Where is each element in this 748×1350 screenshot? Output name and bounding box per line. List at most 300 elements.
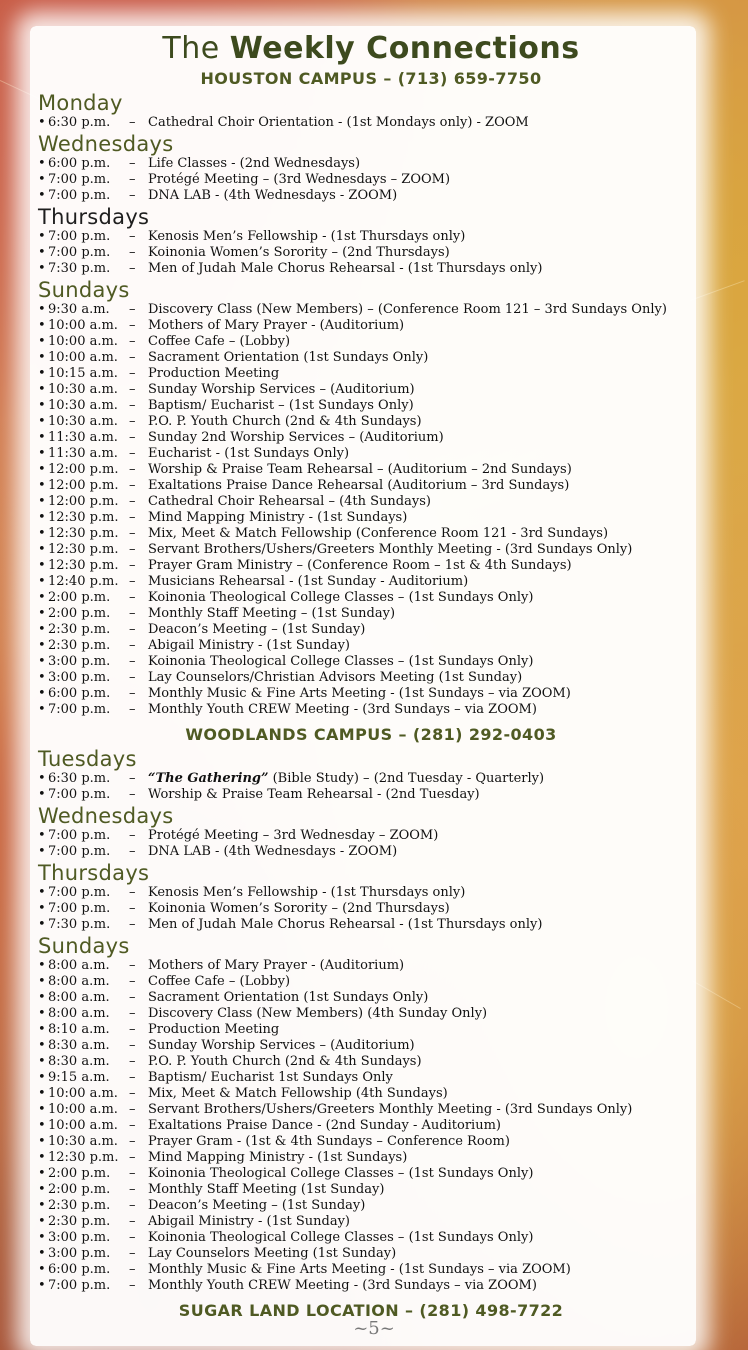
bullet-icon: •	[38, 622, 46, 637]
bullet-icon: •	[38, 350, 46, 365]
event-time: 2:00 p.m.	[48, 606, 111, 621]
event-time: 8:00 a.m.	[48, 1006, 110, 1021]
bullet-icon: •	[38, 787, 46, 802]
bullet-icon: •	[38, 1118, 46, 1133]
event-row	[38, 350, 718, 366]
event-row	[38, 462, 718, 478]
event-description: Exaltations Praise Dance Rehearsal (Auditorium – 3rd Sundays)	[148, 478, 570, 493]
event-description: Discovery Class (New Members) (4th Sunday Only)	[148, 1006, 488, 1021]
bullet-icon: •	[38, 1166, 46, 1181]
bullet-icon: •	[38, 414, 46, 429]
separator-dash: –	[129, 302, 136, 317]
event-time: 7:00 p.m.	[48, 828, 111, 843]
event-time: 6:00 p.m.	[48, 156, 111, 171]
event-description: Baptism/ Eucharist – (1st Sundays Only)	[148, 398, 414, 413]
event-row	[38, 302, 718, 318]
event-description: Mothers of Mary Prayer - (Auditorium)	[148, 318, 405, 333]
bullet-icon: •	[38, 828, 46, 843]
event-row	[38, 638, 718, 654]
event-time: 12:30 p.m.	[48, 1150, 119, 1165]
event-time: 6:30 p.m.	[48, 115, 111, 130]
event-row	[38, 606, 718, 622]
event-row	[38, 885, 718, 901]
event-description: P.O. P. Youth Church (2nd & 4th Sundays)	[148, 1054, 422, 1069]
bullet-icon: •	[38, 702, 46, 717]
event-description: Abigail Ministry - (1st Sunday)	[148, 638, 351, 653]
event-row	[38, 1278, 718, 1294]
bullet-icon: •	[38, 172, 46, 187]
bullet-icon: •	[38, 590, 46, 605]
day-heading-monday: Monday	[38, 91, 123, 115]
day-heading-wednesdays: Wednesdays	[38, 132, 174, 156]
separator-dash: –	[129, 1230, 136, 1245]
day-heading-thursdays: Thursdays	[38, 861, 150, 885]
separator-dash: –	[129, 229, 136, 244]
event-description: Mind Mapping Ministry - (1st Sundays)	[148, 510, 408, 525]
bullet-icon: •	[38, 526, 46, 541]
event-row	[38, 414, 718, 430]
separator-dash: –	[129, 398, 136, 413]
event-description: Sunday Worship Services – (Auditorium)	[148, 382, 415, 397]
bullet-icon: •	[38, 1182, 46, 1197]
page-title	[34, 30, 708, 68]
bullet-icon: •	[38, 462, 46, 477]
bullet-icon: •	[38, 558, 46, 573]
event-row	[38, 261, 718, 277]
event-time: 7:00 p.m.	[48, 188, 111, 203]
event-row	[38, 334, 718, 350]
event-description: Servant Brothers/Ushers/Greeters Monthly Meeting - (3rd Sundays Only)	[148, 542, 633, 557]
bullet-icon: •	[38, 494, 46, 509]
bullet-icon: •	[38, 958, 46, 973]
separator-dash: –	[129, 188, 136, 203]
event-description: Monthly Music & Fine Arts Meeting - (1st Sundays – via ZOOM)	[148, 686, 571, 701]
separator-dash: –	[129, 172, 136, 187]
bullet-icon: •	[38, 670, 46, 685]
separator-dash: –	[129, 1166, 136, 1181]
event-row	[38, 398, 718, 414]
event-description: Protégé Meeting – (3rd Wednesdays – ZOOM)	[148, 172, 451, 187]
separator-dash: –	[129, 446, 136, 461]
bullet-icon: •	[38, 245, 46, 260]
day-heading-sundays: Sundays	[38, 934, 130, 958]
event-time: 12:30 p.m.	[48, 542, 119, 557]
day-heading-sundays: Sundays	[38, 278, 130, 302]
event-description: Sunday Worship Services – (Auditorium)	[148, 1038, 415, 1053]
event-time: 12:00 p.m.	[48, 494, 119, 509]
event-time: 2:30 p.m.	[48, 638, 111, 653]
event-row	[38, 771, 718, 787]
bullet-icon: •	[38, 430, 46, 445]
event-row	[38, 1006, 718, 1022]
separator-dash: –	[129, 1006, 136, 1021]
event-time: 6:00 p.m.	[48, 686, 111, 701]
separator-dash: –	[129, 558, 136, 573]
separator-dash: –	[129, 350, 136, 365]
event-time: 10:00 a.m.	[48, 334, 118, 349]
event-time: 10:30 a.m.	[48, 1134, 118, 1149]
separator-dash: –	[129, 574, 136, 589]
event-time: 8:00 a.m.	[48, 958, 110, 973]
day-heading-thursdays: Thursdays	[38, 205, 150, 229]
bullet-icon: •	[38, 1022, 46, 1037]
separator-dash: –	[129, 382, 136, 397]
event-time: 7:00 p.m.	[48, 901, 111, 916]
event-row	[38, 478, 718, 494]
event-row	[38, 1086, 718, 1102]
event-description: Men of Judah Male Chorus Rehearsal - (1st Thursdays only)	[148, 917, 543, 932]
bullet-icon: •	[38, 188, 46, 203]
event-time: 10:00 a.m.	[48, 1102, 118, 1117]
bullet-icon: •	[38, 771, 46, 786]
schedule-content	[38, 30, 718, 1322]
event-time: 7:00 p.m.	[48, 229, 111, 244]
separator-dash: –	[129, 844, 136, 859]
event-time: 7:30 p.m.	[48, 261, 111, 276]
event-description: Production Meeting	[148, 366, 280, 381]
event-row	[38, 670, 718, 686]
separator-dash: –	[129, 1038, 136, 1053]
event-description: Coffee Cafe – (Lobby)	[148, 334, 291, 349]
separator-dash: –	[129, 462, 136, 477]
event-description: Musicians Rehearsal - (1st Sunday - Auditorium)	[148, 574, 469, 589]
separator-dash: –	[129, 478, 136, 493]
separator-dash: –	[129, 622, 136, 637]
bullet-icon: •	[38, 302, 46, 317]
event-time: 8:00 a.m.	[48, 974, 110, 989]
separator-dash: –	[129, 606, 136, 621]
bullet-icon: •	[38, 917, 46, 932]
event-title-emphasis: “The Gathering”	[148, 771, 269, 786]
event-time: 6:30 p.m.	[48, 771, 111, 786]
event-description: Eucharist - (1st Sundays Only)	[148, 446, 350, 461]
bullet-icon: •	[38, 398, 46, 413]
event-row	[38, 115, 718, 131]
bullet-icon: •	[38, 654, 46, 669]
event-row	[38, 1022, 718, 1038]
event-description: DNA LAB - (4th Wednesdays - ZOOM)	[148, 844, 398, 859]
day-heading-tuesdays: Tuesdays	[38, 747, 137, 771]
bullet-icon: •	[38, 844, 46, 859]
separator-dash: –	[129, 828, 136, 843]
event-time: 10:30 a.m.	[48, 414, 118, 429]
event-row	[38, 1134, 718, 1150]
event-description: Deacon’s Meeting – (1st Sunday)	[148, 1198, 366, 1213]
event-row	[38, 510, 718, 526]
event-description: Monthly Youth CREW Meeting - (3rd Sundays – via ZOOM)	[148, 702, 537, 717]
separator-dash: –	[129, 430, 136, 445]
woodlands-schedule	[38, 747, 718, 1294]
separator-dash: –	[129, 1150, 136, 1165]
separator-dash: –	[129, 654, 136, 669]
event-row	[38, 1150, 718, 1166]
separator-dash: –	[129, 1278, 136, 1293]
event-time: 2:00 p.m.	[48, 1166, 111, 1181]
event-time: 10:30 a.m.	[48, 398, 118, 413]
event-description: Koinonia Theological College Classes – (1st Sundays Only)	[148, 1230, 534, 1245]
event-time: 8:10 a.m.	[48, 1022, 110, 1037]
event-row	[38, 622, 718, 638]
separator-dash: –	[129, 414, 136, 429]
event-description: Monthly Music & Fine Arts Meeting - (1st Sundays – via ZOOM)	[148, 1262, 571, 1277]
separator-dash: –	[129, 958, 136, 973]
event-description: Koinonia Theological College Classes – (1st Sundays Only)	[148, 1166, 534, 1181]
bullet-icon: •	[38, 318, 46, 333]
event-time: 10:00 a.m.	[48, 350, 118, 365]
event-description: Kenosis Men’s Fellowship - (1st Thursdays only)	[148, 885, 466, 900]
separator-dash: –	[129, 1118, 136, 1133]
event-row	[38, 654, 718, 670]
event-row	[38, 917, 718, 933]
event-time: 10:30 a.m.	[48, 382, 118, 397]
separator-dash: –	[129, 590, 136, 605]
bullet-icon: •	[38, 510, 46, 525]
bullet-icon: •	[38, 606, 46, 621]
event-description: Cathedral Choir Rehearsal – (4th Sundays)	[148, 494, 431, 509]
event-description: Monthly Staff Meeting – (1st Sunday)	[148, 606, 396, 621]
event-time: 7:30 p.m.	[48, 917, 111, 932]
event-row	[38, 958, 718, 974]
event-row	[38, 558, 718, 574]
event-description: Koinonia Theological College Classes – (1st Sundays Only)	[148, 590, 534, 605]
bullet-icon: •	[38, 1070, 46, 1085]
event-time: 7:00 p.m.	[48, 245, 111, 260]
bullet-icon: •	[38, 574, 46, 589]
event-description: Production Meeting	[148, 1022, 280, 1037]
bullet-icon: •	[38, 1038, 46, 1053]
bullet-icon: •	[38, 156, 46, 171]
bullet-icon: •	[38, 1262, 46, 1277]
event-time: 10:15 a.m.	[48, 366, 118, 381]
bullet-icon: •	[38, 1198, 46, 1213]
bullet-icon: •	[38, 382, 46, 397]
bullet-icon: •	[38, 974, 46, 989]
day-heading-wednesdays: Wednesdays	[38, 804, 174, 828]
event-row	[38, 430, 718, 446]
event-time: 3:00 p.m.	[48, 1230, 111, 1245]
event-description: Sacrament Orientation (1st Sundays Only)	[148, 990, 429, 1005]
separator-dash: –	[129, 1262, 136, 1277]
bullet-icon: •	[38, 1134, 46, 1149]
event-description: Mothers of Mary Prayer - (Auditorium)	[148, 958, 405, 973]
event-description: Abigail Ministry - (1st Sunday)	[148, 1214, 351, 1229]
separator-dash: –	[129, 156, 136, 171]
separator-dash: –	[129, 1214, 136, 1229]
event-time: 12:00 p.m.	[48, 462, 119, 477]
bullet-icon: •	[38, 478, 46, 493]
separator-dash: –	[129, 526, 136, 541]
bullet-icon: •	[38, 1054, 46, 1069]
event-row	[38, 1262, 718, 1278]
event-time: 10:00 a.m.	[48, 318, 118, 333]
houston-schedule	[38, 91, 718, 718]
separator-dash: –	[129, 1086, 136, 1101]
bullet-icon: •	[38, 1246, 46, 1261]
event-row	[38, 844, 718, 860]
event-row	[38, 1102, 718, 1118]
event-time: 11:30 a.m.	[48, 430, 118, 445]
separator-dash: –	[129, 686, 136, 701]
bullet-icon: •	[38, 229, 46, 244]
event-description: Baptism/ Eucharist 1st Sundays Only	[148, 1070, 393, 1085]
event-description: Exaltations Praise Dance - (2nd Sunday - Auditorium)	[148, 1118, 501, 1133]
bullet-icon: •	[38, 366, 46, 381]
houston-campus-heading: HOUSTON CAMPUS – (713) 659-7750	[200, 69, 542, 88]
event-description: Koinonia Women’s Sorority – (2nd Thursdays)	[148, 901, 450, 916]
event-row	[38, 901, 718, 917]
separator-dash: –	[129, 638, 136, 653]
event-time: 7:00 p.m.	[48, 885, 111, 900]
event-row	[38, 494, 718, 510]
event-description: Mix, Meet & Match Fellowship (4th Sundays)	[148, 1086, 448, 1101]
bullet-icon: •	[38, 901, 46, 916]
separator-dash: –	[129, 115, 136, 130]
event-row	[38, 990, 718, 1006]
event-time: 8:30 a.m.	[48, 1038, 110, 1053]
event-description: Kenosis Men’s Fellowship - (1st Thursdays only)	[148, 229, 466, 244]
event-row	[38, 188, 718, 204]
title-light: The	[162, 31, 220, 66]
event-row	[38, 574, 718, 590]
event-time: 2:30 p.m.	[48, 1198, 111, 1213]
event-description: Mind Mapping Ministry - (1st Sundays)	[148, 1150, 408, 1165]
event-time: 12:00 p.m.	[48, 478, 119, 493]
event-time: 3:00 p.m.	[48, 654, 111, 669]
event-row	[38, 382, 718, 398]
event-row	[38, 156, 718, 172]
event-description: Life Classes - (2nd Wednesdays)	[148, 156, 361, 171]
event-description: Cathedral Choir Orientation - (1st Mondays only) - ZOOM	[148, 115, 529, 130]
event-row	[38, 1054, 718, 1070]
event-time: 12:30 p.m.	[48, 558, 119, 573]
event-time: 2:30 p.m.	[48, 1214, 111, 1229]
separator-dash: –	[129, 1054, 136, 1069]
event-time: 7:00 p.m.	[48, 172, 111, 187]
event-description	[148, 771, 544, 787]
separator-dash: –	[129, 917, 136, 932]
separator-dash: –	[129, 787, 136, 802]
bullet-icon: •	[38, 990, 46, 1005]
page-number: ~5~	[353, 1318, 395, 1339]
event-description: Monthly Staff Meeting (1st Sunday)	[148, 1182, 385, 1197]
sugarland-campus-heading: SUGAR LAND LOCATION – (281) 498-7722	[178, 1301, 564, 1320]
separator-dash: –	[129, 245, 136, 260]
separator-dash: –	[129, 542, 136, 557]
event-description: Lay Counselors Meeting (1st Sunday)	[148, 1246, 397, 1261]
event-time: 3:00 p.m.	[48, 1246, 111, 1261]
woodlands-campus-heading: WOODLANDS CAMPUS – (281) 292-0403	[185, 725, 557, 744]
event-row	[38, 542, 718, 558]
event-description: DNA LAB - (4th Wednesdays - ZOOM)	[148, 188, 398, 203]
separator-dash: –	[129, 885, 136, 900]
separator-dash: –	[129, 1070, 136, 1085]
bullet-icon: •	[38, 542, 46, 557]
event-description: Koinonia Women’s Sorority – (2nd Thursdays)	[148, 245, 450, 260]
separator-dash: –	[129, 771, 136, 786]
event-time: 8:30 a.m.	[48, 1054, 110, 1069]
bullet-icon: •	[38, 1278, 46, 1293]
bullet-icon: •	[38, 115, 46, 130]
separator-dash: –	[129, 494, 136, 509]
event-time: 7:00 p.m.	[48, 702, 111, 717]
event-time: 12:30 p.m.	[48, 510, 119, 525]
separator-dash: –	[129, 1198, 136, 1213]
event-description: Sacrament Orientation (1st Sundays Only)	[148, 350, 429, 365]
bullet-icon: •	[38, 1150, 46, 1165]
event-row	[38, 1182, 718, 1198]
separator-dash: –	[129, 901, 136, 916]
event-description: Coffee Cafe – (Lobby)	[148, 974, 291, 989]
event-description: Mix, Meet & Match Fellowship (Conference Room 121 - 3rd Sundays)	[148, 526, 609, 541]
event-time: 12:30 p.m.	[48, 526, 119, 541]
bullet-icon: •	[38, 446, 46, 461]
event-row	[38, 702, 718, 718]
event-row	[38, 229, 718, 245]
separator-dash: –	[129, 1022, 136, 1037]
event-row	[38, 1198, 718, 1214]
event-row	[38, 1230, 718, 1246]
event-description: Lay Counselors/Christian Advisors Meeting (1st Sunday)	[148, 670, 523, 685]
event-time: 3:00 p.m.	[48, 670, 111, 685]
event-time: 7:00 p.m.	[48, 844, 111, 859]
separator-dash: –	[129, 1182, 136, 1197]
event-row	[38, 1166, 718, 1182]
separator-dash: –	[129, 366, 136, 381]
event-time: 12:40 p.m.	[48, 574, 119, 589]
event-row	[38, 318, 718, 334]
event-description: P.O. P. Youth Church (2nd & 4th Sundays)	[148, 414, 422, 429]
event-time: 9:15 a.m.	[48, 1070, 110, 1085]
event-row	[38, 590, 718, 606]
bullet-icon: •	[38, 885, 46, 900]
separator-dash: –	[129, 318, 136, 333]
bullet-icon: •	[38, 1086, 46, 1101]
bullet-icon: •	[38, 638, 46, 653]
bullet-icon: •	[38, 1102, 46, 1117]
event-description: Protégé Meeting – 3rd Wednesday – ZOOM)	[148, 828, 439, 843]
event-row	[38, 446, 718, 462]
separator-dash: –	[129, 1102, 136, 1117]
event-time: 6:00 p.m.	[48, 1262, 111, 1277]
event-time: 2:30 p.m.	[48, 622, 111, 637]
event-description-rest: (Bible Study) – (2nd Tuesday - Quarterly)	[268, 771, 545, 786]
event-description: Koinonia Theological College Classes – (1st Sundays Only)	[148, 654, 534, 669]
separator-dash: –	[129, 334, 136, 349]
event-row	[38, 172, 718, 188]
event-time: 2:00 p.m.	[48, 590, 111, 605]
event-row	[38, 1038, 718, 1054]
event-row	[38, 245, 718, 261]
separator-dash: –	[129, 974, 136, 989]
bullet-icon: •	[38, 261, 46, 276]
event-row	[38, 1214, 718, 1230]
event-row	[38, 787, 718, 803]
event-row	[38, 686, 718, 702]
event-description: Deacon’s Meeting – (1st Sunday)	[148, 622, 366, 637]
event-time: 2:00 p.m.	[48, 1182, 111, 1197]
event-time: 11:30 a.m.	[48, 446, 118, 461]
title-bold: Weekly Connections	[229, 31, 580, 66]
event-row	[38, 974, 718, 990]
event-description: Prayer Gram - (1st & 4th Sundays – Conference Room)	[148, 1134, 510, 1149]
event-row	[38, 1118, 718, 1134]
event-description: Servant Brothers/Ushers/Greeters Monthly Meeting - (3rd Sundays Only)	[148, 1102, 633, 1117]
bullet-icon: •	[38, 1230, 46, 1245]
event-row	[38, 366, 718, 382]
event-time: 8:00 a.m.	[48, 990, 110, 1005]
event-description: Prayer Gram Ministry – (Conference Room – 1st & 4th Sundays)	[148, 558, 572, 573]
event-time: 7:00 p.m.	[48, 787, 111, 802]
